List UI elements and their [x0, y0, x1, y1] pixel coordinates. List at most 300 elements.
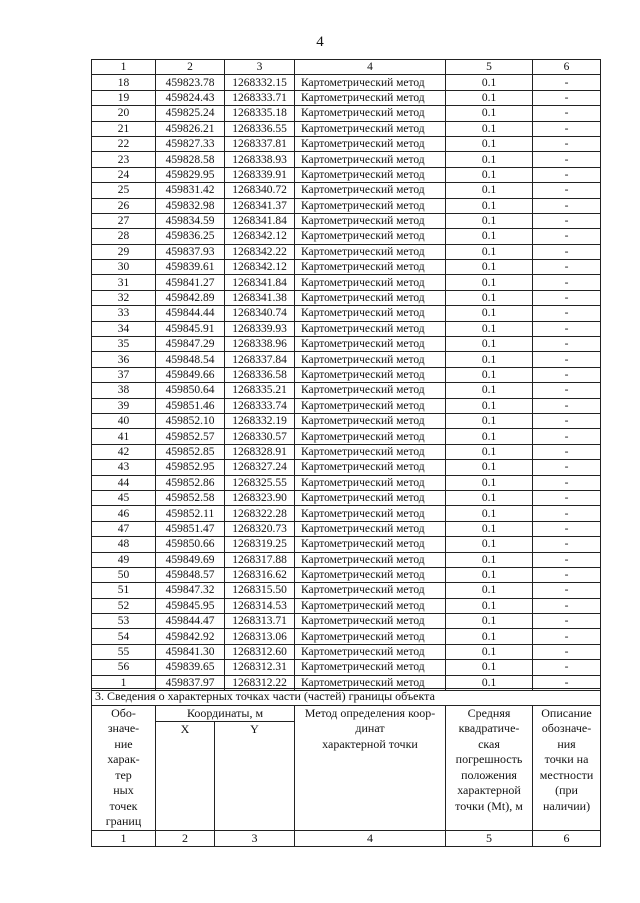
table-cell-col2: 459823.78	[156, 75, 225, 90]
table-cell-col3: 1268340.72	[225, 183, 295, 198]
table-row	[92, 229, 601, 244]
table-cell-col6: -	[533, 75, 601, 90]
table-cell-col2: 459842.92	[156, 629, 225, 644]
table-cell-col6: -	[533, 383, 601, 398]
table-cell-col6: -	[533, 352, 601, 367]
table-cell-col1: 55	[92, 644, 156, 659]
table-cell-col5: 0.1	[446, 383, 533, 398]
page-number: 4	[316, 34, 324, 50]
table-cell-col1: 31	[92, 275, 156, 290]
table-cell-col3: 1268314.53	[225, 598, 295, 613]
table-cell-col5: 0.1	[446, 152, 533, 167]
table-cell-col2: 459837.93	[156, 244, 225, 259]
header-line: наличии)	[542, 798, 591, 813]
table-cell-col4: Картометрический метод	[295, 337, 446, 352]
table-cell-col1: 36	[92, 352, 156, 367]
table-cell-col3: 1268339.93	[225, 321, 295, 336]
header-line: Обо-	[111, 705, 136, 720]
table-row	[92, 552, 601, 567]
table-row	[92, 629, 601, 644]
table-cell-col6: -	[533, 290, 601, 305]
table-cell-col5: 0.1	[446, 106, 533, 121]
table-cell-col6: -	[533, 537, 601, 552]
table-cell-col5: 0.1	[446, 444, 533, 459]
table-cell-col5: 0.1	[446, 567, 533, 582]
table-cell-col1: 28	[92, 229, 156, 244]
table-cell-col3: 1268316.62	[225, 567, 295, 582]
description-header	[533, 705, 601, 830]
column-number-3: 3	[215, 830, 295, 847]
table-row	[92, 136, 601, 151]
table-cell-col3: 1268330.57	[225, 429, 295, 444]
header-line: (при	[555, 783, 578, 797]
table-cell-col4: Картометрический метод	[295, 675, 446, 690]
table-cell-col6: -	[533, 367, 601, 382]
table-cell-col3: 1268342.12	[225, 229, 295, 244]
table-cell-col3: 1268327.24	[225, 460, 295, 475]
table-cell-col5: 0.1	[446, 290, 533, 305]
table-cell-col2: 459839.65	[156, 660, 225, 675]
table-row	[92, 337, 601, 352]
table-cell-col5: 0.1	[446, 90, 533, 105]
table-row	[92, 75, 601, 90]
header-line: ных	[113, 783, 134, 797]
table-cell-col6: -	[533, 398, 601, 413]
table-cell-col5: 0.1	[446, 275, 533, 290]
table-cell-col4: Картометрический метод	[295, 244, 446, 259]
table-cell-col6: -	[533, 213, 601, 228]
table-cell-col4: Картометрический метод	[295, 629, 446, 644]
table-cell-col2: 459832.98	[156, 198, 225, 213]
table-cell-col4: Картометрический метод	[295, 367, 446, 382]
table-cell-col1: 39	[92, 398, 156, 413]
table-cell-col5: 0.1	[446, 352, 533, 367]
table-cell-col4: Картометрический метод	[295, 460, 446, 475]
table-cell-col6: -	[533, 121, 601, 136]
table-cell-col4: Картометрический метод	[295, 567, 446, 582]
table-cell-col2: 459841.27	[156, 275, 225, 290]
table-cell-col4: Картометрический метод	[295, 352, 446, 367]
table-cell-col3: 1268319.25	[225, 537, 295, 552]
table-cell-col3: 1268337.84	[225, 352, 295, 367]
table-cell-col5: 0.1	[446, 167, 533, 182]
table-row	[92, 506, 601, 521]
table-cell-col2: 459849.69	[156, 552, 225, 567]
table-cell-col1: 35	[92, 337, 156, 352]
table-cell-col1: 47	[92, 521, 156, 536]
table-row	[92, 90, 601, 105]
table-cell-col6: -	[533, 475, 601, 490]
table-row	[92, 306, 601, 321]
table-cell-col6: -	[533, 183, 601, 198]
table-cell-col2: 459825.24	[156, 106, 225, 121]
table-cell-col4: Картометрический метод	[295, 506, 446, 521]
table-cell-col6: -	[533, 198, 601, 213]
table-cell-col2: 459849.66	[156, 367, 225, 382]
table-cell-col6: -	[533, 321, 601, 336]
table-cell-col4: Картометрический метод	[295, 90, 446, 105]
table-cell-col3: 1268333.71	[225, 90, 295, 105]
table-cell-col5: 0.1	[446, 614, 533, 629]
table-cell-col1: 52	[92, 598, 156, 613]
table-cell-col4: Картометрический метод	[295, 475, 446, 490]
table-cell-col5: 0.1	[446, 675, 533, 690]
header-line: точек	[109, 798, 138, 813]
table-cell-col2: 459851.46	[156, 398, 225, 413]
table-row	[92, 644, 601, 659]
column-number-6: 6	[533, 60, 601, 75]
table-cell-col4: Картометрический метод	[295, 321, 446, 336]
table-cell-col6: -	[533, 567, 601, 582]
table-cell-col6: -	[533, 244, 601, 259]
header-line: тер	[115, 767, 132, 782]
table-cell-col3: 1268336.58	[225, 367, 295, 382]
table-cell-col3: 1268338.96	[225, 337, 295, 352]
table-cell-col1: 32	[92, 290, 156, 305]
table-row	[92, 198, 601, 213]
table-cell-col3: 1268336.55	[225, 121, 295, 136]
table-cell-col4: Картометрический метод	[295, 521, 446, 536]
table-cell-col2: 459834.59	[156, 213, 225, 228]
table-cell-col2: 459826.21	[156, 121, 225, 136]
table-cell-col2: 459847.32	[156, 583, 225, 598]
table-cell-col2: 459852.58	[156, 490, 225, 505]
column-number-4: 4	[295, 60, 446, 75]
coordinates-table	[91, 59, 601, 691]
table-cell-col6: -	[533, 90, 601, 105]
method-header	[295, 705, 446, 830]
table-row	[92, 614, 601, 629]
table-cell-col5: 0.1	[446, 537, 533, 552]
table-row	[92, 583, 601, 598]
table-cell-col6: -	[533, 275, 601, 290]
table-cell-col1: 44	[92, 475, 156, 490]
header-line: местности	[539, 767, 594, 782]
table-row	[92, 660, 601, 675]
table-cell-col2: 459852.95	[156, 460, 225, 475]
table-cell-col2: 459852.11	[156, 506, 225, 521]
table-cell-col4: Картометрический метод	[295, 213, 446, 228]
header-line: характерной точки	[322, 736, 418, 751]
table-cell-col6: -	[533, 490, 601, 505]
header-line: положения	[461, 767, 517, 782]
table-cell-col1: 25	[92, 183, 156, 198]
table-cell-col1: 38	[92, 383, 156, 398]
table-cell-col1: 22	[92, 136, 156, 151]
coordinates-header: Координаты, м	[156, 705, 295, 722]
table-cell-col1: 19	[92, 90, 156, 105]
table-cell-col1: 33	[92, 306, 156, 321]
table-cell-col2: 459848.57	[156, 567, 225, 582]
table-cell-col5: 0.1	[446, 490, 533, 505]
table-row	[92, 598, 601, 613]
header-line: ская	[478, 736, 500, 751]
header-line: Средняя	[467, 705, 511, 720]
table-cell-col1: 24	[92, 167, 156, 182]
table-row	[92, 367, 601, 382]
column-number-1: 1	[92, 830, 156, 847]
table-cell-col6: -	[533, 629, 601, 644]
table-cell-col6: -	[533, 675, 601, 690]
table-cell-col4: Картометрический метод	[295, 275, 446, 290]
section3-table	[91, 688, 601, 847]
table-cell-col6: -	[533, 660, 601, 675]
table-row	[92, 429, 601, 444]
table-cell-col1: 43	[92, 460, 156, 475]
table-cell-col1: 23	[92, 152, 156, 167]
table-cell-col2: 459847.29	[156, 337, 225, 352]
table-cell-col2: 459851.47	[156, 521, 225, 536]
table-cell-col4: Картометрический метод	[295, 413, 446, 428]
table-cell-col3: 1268342.22	[225, 244, 295, 259]
table-cell-col3: 1268315.50	[225, 583, 295, 598]
table-cell-col1: 53	[92, 614, 156, 629]
table-cell-col6: -	[533, 521, 601, 536]
table-cell-col3: 1268332.19	[225, 413, 295, 428]
table-row	[92, 490, 601, 505]
table-row	[92, 167, 601, 182]
header-line: точки (Mt), м	[455, 798, 523, 813]
table-cell-col5: 0.1	[446, 475, 533, 490]
table-cell-col3: 1268312.60	[225, 644, 295, 659]
header-line: харак-	[107, 752, 140, 766]
table-row	[92, 321, 601, 336]
table-row	[92, 537, 601, 552]
header-line: ния	[557, 736, 576, 751]
table-cell-col6: -	[533, 229, 601, 244]
table-cell-col2: 459852.86	[156, 475, 225, 490]
header-line: Метод определения коор-	[304, 705, 436, 720]
header-line: границ	[105, 814, 142, 828]
table-row	[92, 183, 601, 198]
column-number-4: 4	[295, 830, 446, 847]
table-row	[92, 106, 601, 121]
table-cell-col1: 56	[92, 660, 156, 675]
table-cell-col5: 0.1	[446, 244, 533, 259]
table-cell-col4: Картометрический метод	[295, 660, 446, 675]
y-header: Y	[215, 722, 295, 831]
table-cell-col4: Картометрический метод	[295, 644, 446, 659]
table-cell-col3: 1268333.74	[225, 398, 295, 413]
table-cell-col4: Картометрический метод	[295, 229, 446, 244]
table-cell-col1: 48	[92, 537, 156, 552]
table-cell-col1: 37	[92, 367, 156, 382]
table-cell-col4: Картометрический метод	[295, 75, 446, 90]
table-cell-col5: 0.1	[446, 337, 533, 352]
table-row	[92, 444, 601, 459]
table-cell-col2: 459829.95	[156, 167, 225, 182]
table-cell-col6: -	[533, 167, 601, 182]
column-number-5: 5	[446, 830, 533, 847]
table-cell-col6: -	[533, 506, 601, 521]
table-cell-col2: 459845.91	[156, 321, 225, 336]
table-cell-col2: 459844.44	[156, 306, 225, 321]
table-cell-col4: Картометрический метод	[295, 537, 446, 552]
table-cell-col5: 0.1	[446, 229, 533, 244]
column-number-1: 1	[92, 60, 156, 75]
table-cell-col3: 1268340.74	[225, 306, 295, 321]
table-cell-col6: -	[533, 106, 601, 121]
table-cell-col5: 0.1	[446, 629, 533, 644]
column-numbers-row	[92, 830, 601, 847]
table-cell-col2: 459839.61	[156, 260, 225, 275]
table-cell-col4: Картометрический метод	[295, 490, 446, 505]
table-cell-col2: 459842.89	[156, 290, 225, 305]
table-cell-col2: 459837.97	[156, 675, 225, 690]
table-cell-col4: Картометрический метод	[295, 444, 446, 459]
table-cell-col1: 1	[92, 675, 156, 690]
table-cell-col5: 0.1	[446, 660, 533, 675]
header-line: квадратиче-	[458, 721, 520, 735]
table-cell-col6: -	[533, 583, 601, 598]
point-designation-header	[92, 705, 156, 830]
table-cell-col4: Картометрический метод	[295, 429, 446, 444]
table-row	[92, 521, 601, 536]
table-cell-col3: 1268320.73	[225, 521, 295, 536]
table-cell-col2: 459841.30	[156, 644, 225, 659]
table-cell-col4: Картометрический метод	[295, 198, 446, 213]
table-row	[92, 352, 601, 367]
table-cell-col1: 21	[92, 121, 156, 136]
table-cell-col3: 1268322.28	[225, 506, 295, 521]
table-cell-col3: 1268332.15	[225, 75, 295, 90]
table-cell-col2: 459844.47	[156, 614, 225, 629]
column-number-2: 2	[156, 60, 225, 75]
table-cell-col5: 0.1	[446, 367, 533, 382]
table-cell-col3: 1268313.71	[225, 614, 295, 629]
table-row	[92, 475, 601, 490]
table-row	[92, 398, 601, 413]
table-header-row	[92, 60, 601, 75]
table-row	[92, 567, 601, 582]
table-cell-col4: Картометрический метод	[295, 552, 446, 567]
table-cell-col4: Картометрический метод	[295, 290, 446, 305]
table-cell-col2: 459852.57	[156, 429, 225, 444]
x-header: X	[156, 722, 215, 831]
table-cell-col6: -	[533, 444, 601, 459]
table-cell-col2: 459827.33	[156, 136, 225, 151]
table-cell-col1: 50	[92, 567, 156, 582]
column-number-2: 2	[156, 830, 215, 847]
table-cell-col5: 0.1	[446, 552, 533, 567]
table-cell-col1: 41	[92, 429, 156, 444]
table-cell-col4: Картометрический метод	[295, 260, 446, 275]
table-cell-col5: 0.1	[446, 321, 533, 336]
table-cell-col6: -	[533, 306, 601, 321]
table-cell-col3: 1268341.38	[225, 290, 295, 305]
table-cell-col2: 459852.10	[156, 413, 225, 428]
table-cell-col3: 1268338.93	[225, 152, 295, 167]
table-row	[92, 290, 601, 305]
table-cell-col5: 0.1	[446, 75, 533, 90]
table-row	[92, 121, 601, 136]
table-cell-col3: 1268313.06	[225, 629, 295, 644]
accuracy-header	[446, 705, 533, 830]
table-cell-col4: Картометрический метод	[295, 152, 446, 167]
table-cell-col3: 1268317.88	[225, 552, 295, 567]
table-cell-col6: -	[533, 337, 601, 352]
table-cell-col1: 34	[92, 321, 156, 336]
column-number-6: 6	[533, 830, 601, 847]
table-cell-col3: 1268341.84	[225, 213, 295, 228]
table-cell-col5: 0.1	[446, 521, 533, 536]
table-cell-col1: 49	[92, 552, 156, 567]
table-cell-col3: 1268337.81	[225, 136, 295, 151]
table-cell-col5: 0.1	[446, 398, 533, 413]
table-cell-col6: -	[533, 260, 601, 275]
header-line: погрешность	[455, 752, 523, 766]
header-line: ние	[114, 736, 133, 751]
table-cell-col5: 0.1	[446, 183, 533, 198]
table-cell-col2: 459848.54	[156, 352, 225, 367]
table-row	[92, 152, 601, 167]
table-cell-col6: -	[533, 413, 601, 428]
table-cell-col5: 0.1	[446, 121, 533, 136]
table-cell-col1: 30	[92, 260, 156, 275]
table-cell-col3: 1268339.91	[225, 167, 295, 182]
table-cell-col3: 1268323.90	[225, 490, 295, 505]
table-cell-col2: 459845.95	[156, 598, 225, 613]
table-row	[92, 213, 601, 228]
table-cell-col4: Картометрический метод	[295, 106, 446, 121]
table-cell-col6: -	[533, 614, 601, 629]
table-cell-col4: Картометрический метод	[295, 583, 446, 598]
section3-title: 3. Сведения о характерных точках части (частей) границы объекта	[92, 689, 601, 706]
table-cell-col3: 1268328.91	[225, 444, 295, 459]
header-line: значе-	[107, 721, 140, 735]
table-cell-col3: 1268325.55	[225, 475, 295, 490]
table-cell-col4: Картометрический метод	[295, 167, 446, 182]
table-cell-col2: 459850.66	[156, 537, 225, 552]
table-cell-col5: 0.1	[446, 136, 533, 151]
table-cell-col6: -	[533, 429, 601, 444]
table-cell-col5: 0.1	[446, 429, 533, 444]
table-cell-col1: 29	[92, 244, 156, 259]
table-row	[92, 275, 601, 290]
table-row	[92, 460, 601, 475]
table-cell-col5: 0.1	[446, 198, 533, 213]
table-cell-col4: Картометрический метод	[295, 398, 446, 413]
table-cell-col5: 0.1	[446, 644, 533, 659]
table-cell-col2: 459831.42	[156, 183, 225, 198]
table-cell-col1: 42	[92, 444, 156, 459]
table-cell-col4: Картометрический метод	[295, 121, 446, 136]
table-cell-col1: 27	[92, 213, 156, 228]
table-cell-col1: 20	[92, 106, 156, 121]
table-cell-col1: 40	[92, 413, 156, 428]
table-cell-col5: 0.1	[446, 213, 533, 228]
table-cell-col4: Картометрический метод	[295, 136, 446, 151]
table-cell-col5: 0.1	[446, 306, 533, 321]
table-cell-col6: -	[533, 644, 601, 659]
table-cell-col6: -	[533, 552, 601, 567]
table-cell-col5: 0.1	[446, 260, 533, 275]
table-cell-col1: 18	[92, 75, 156, 90]
header-line: Описание	[541, 705, 592, 720]
table-cell-col5: 0.1	[446, 413, 533, 428]
table-cell-col6: -	[533, 598, 601, 613]
table-cell-col4: Картометрический метод	[295, 598, 446, 613]
table-cell-col2: 459836.25	[156, 229, 225, 244]
table-cell-col2: 459852.85	[156, 444, 225, 459]
table-cell-col6: -	[533, 136, 601, 151]
table-cell-col4: Картометрический метод	[295, 306, 446, 321]
table-cell-col2: 459850.64	[156, 383, 225, 398]
table-cell-col4: Картометрический метод	[295, 183, 446, 198]
table-cell-col3: 1268335.18	[225, 106, 295, 121]
table-cell-col1: 54	[92, 629, 156, 644]
table-row	[92, 244, 601, 259]
